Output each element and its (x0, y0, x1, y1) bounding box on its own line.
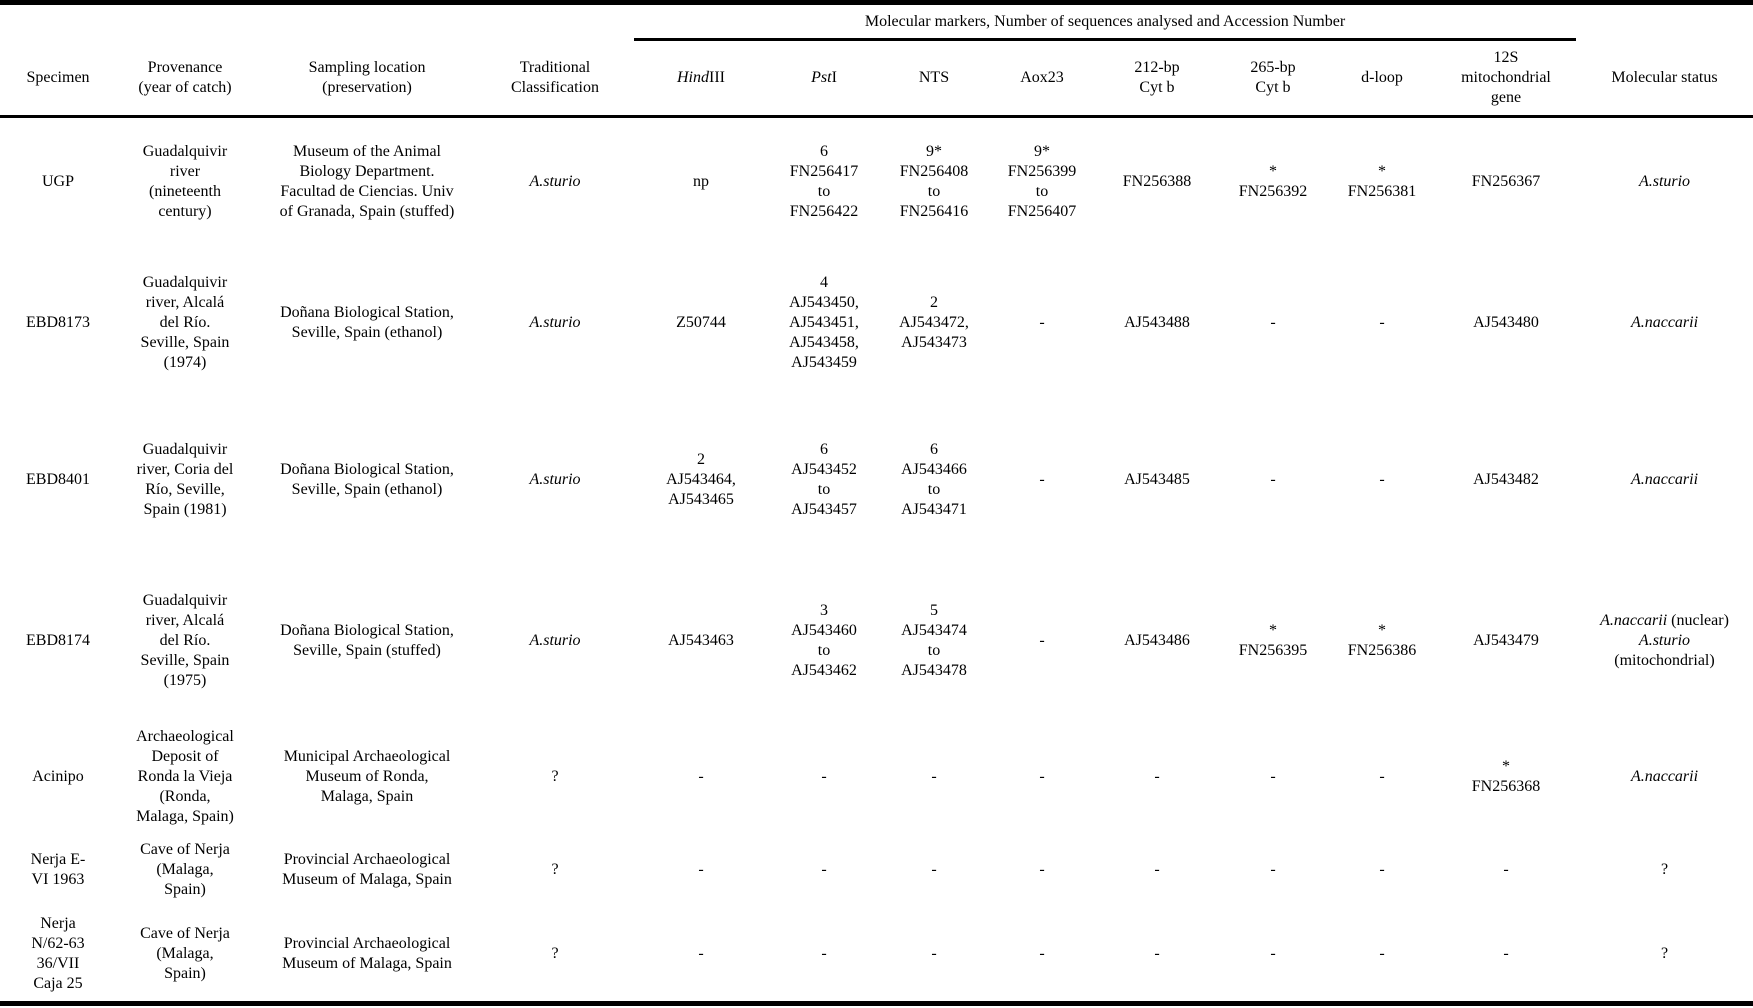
cell-provenance: Guadalquivir river, Alcalá del Río. Seville, Spain (1975) (140, 592, 230, 689)
header-cytb265: 265-bp Cyt b (1250, 58, 1296, 96)
cell-aox23: - (1039, 945, 1045, 962)
cell-psti: 3 AJ543460 to AJ543462 (791, 602, 857, 679)
cell-traditional: ? (551, 768, 559, 785)
cell-status: ? (1660, 945, 1669, 962)
header-dloop: d-loop (1361, 68, 1403, 86)
cell-status: A.naccarii (1630, 471, 1699, 488)
cell-cytb265: - (1270, 945, 1276, 962)
cell-dloop: - (1379, 313, 1385, 331)
cell-s12: AJ543480 (1473, 313, 1539, 331)
cell-nts: - (931, 768, 937, 785)
cell-hindiii: np (693, 172, 709, 190)
cell-cytb212: AJ543486 (1124, 632, 1190, 649)
cell-dloop: - (1379, 861, 1385, 878)
cell-aox23: - (1039, 632, 1045, 649)
cell-cytb265: * FN256392 (1238, 162, 1308, 200)
cell-provenance: Cave of Nerja (Malaga, Spain) (140, 925, 230, 982)
cell-sampling: Doñana Biological Station, Seville, Spain (ethanol) (280, 461, 454, 498)
cell-sampling: Provincial Archaeological Museum of Malaga, Spain (282, 851, 452, 888)
header-psti: PstI (811, 68, 837, 86)
cell-provenance: Cave of Nerja (Malaga, Spain) (140, 841, 230, 898)
cell-aox23: - (1039, 768, 1045, 785)
cell-status: A.naccarii (1630, 313, 1699, 331)
cell-psti: 6 FN256417 to FN256422 (789, 142, 859, 220)
cell-cytb265: * FN256395 (1238, 622, 1308, 659)
cell-hindiii: - (698, 768, 704, 785)
cell-nts: 6 AJ543466 to AJ543471 (901, 441, 967, 518)
cell-aox23: - (1039, 471, 1045, 488)
header-hindiii: HindIII (677, 68, 725, 86)
cell-cytb265: - (1270, 768, 1276, 785)
cell-dloop: * FN256381 (1347, 162, 1417, 200)
cell-sampling: Doñana Biological Station, Seville, Spain (stuffed) (280, 622, 454, 659)
cell-aox23: 9* FN256399 to FN256407 (1007, 142, 1077, 220)
cell-traditional: A.sturio (529, 313, 581, 331)
cell-dloop: - (1379, 945, 1385, 962)
cell-specimen: Acinipo (32, 768, 84, 785)
cell-traditional: ? (551, 861, 559, 878)
header-aox23: Aox23 (1020, 68, 1064, 86)
cell-provenance: Guadalquivir river (nineteenth century) (142, 142, 228, 220)
cell-cytb212: AJ543485 (1124, 471, 1190, 488)
cell-nts: - (931, 945, 937, 962)
cell-s12: AJ543482 (1473, 471, 1539, 488)
cell-hindiii: Z50744 (676, 313, 726, 331)
cell-specimen: EBD8173 (26, 313, 90, 331)
cell-specimen: EBD8174 (26, 632, 90, 649)
header-s12: 12S mitochondrial gene (1461, 48, 1551, 106)
cell-traditional: A.sturio (529, 471, 581, 488)
cell-s12: * FN256368 (1471, 758, 1541, 795)
cell-provenance: Archaeological Deposit of Ronda la Vieja (Ronda, Malaga, Spain) (136, 728, 234, 825)
cell-cytb212: AJ543488 (1124, 313, 1190, 331)
cell-nts: - (931, 861, 937, 878)
cell-nts: 2 AJ543472, AJ543473 (899, 293, 969, 351)
cell-psti: - (821, 861, 827, 878)
cell-dloop: - (1379, 768, 1385, 785)
cell-cytb212: - (1154, 945, 1160, 962)
table-bottom-rule (0, 1001, 1753, 1006)
cell-traditional: A.sturio (529, 632, 581, 649)
cell-psti: 4 AJ543450, AJ543451, AJ543458, AJ543459 (789, 273, 859, 371)
cell-nts: 5 AJ543474 to AJ543478 (901, 602, 967, 679)
cell-specimen: UGP (41, 172, 74, 190)
cell-status: A.naccarii (nuclear) A.sturio (mitochondrial) (1600, 612, 1729, 669)
cell-hindiii: - (698, 945, 704, 962)
cell-cytb212: FN256388 (1122, 172, 1192, 190)
cell-hindiii: AJ543463 (668, 632, 734, 649)
cell-specimen: Nerja N/62-63 36/VII Caja 25 (31, 915, 85, 992)
cell-s12: - (1503, 861, 1509, 878)
cell-psti: - (821, 945, 827, 962)
cell-status: A.naccarii (1630, 768, 1699, 785)
cell-provenance: Guadalquivir river, Alcalá del Río. Seville, Spain (1974) (140, 273, 230, 371)
cell-specimen: Nerja E- VI 1963 (30, 851, 86, 888)
header-provenance: Provenance (year of catch) (138, 58, 232, 96)
cell-psti: - (821, 768, 827, 785)
cell-sampling: Doñana Biological Station, Seville, Spain (ethanol) (280, 303, 454, 341)
cell-sampling: Municipal Archaeological Museum of Ronda, Malaga, Spain (283, 748, 451, 805)
cell-traditional: ? (551, 945, 559, 962)
cell-cytb212: - (1154, 861, 1160, 878)
cell-hindiii: 2 AJ543464, AJ543465 (666, 451, 736, 508)
molecular-markers-group-title: Molecular markers, Number of sequences analysed and Accession Number (864, 13, 1346, 30)
cell-nts: 9* FN256408 to FN256416 (899, 142, 969, 220)
cell-sampling: Provincial Archaeological Museum of Malaga, Spain (282, 935, 452, 972)
cell-s12: AJ543479 (1473, 632, 1539, 649)
header-traditional: Traditional Classification (511, 58, 599, 96)
cell-cytb265: - (1270, 471, 1276, 488)
header-cytb212: 212-bp Cyt b (1134, 58, 1180, 96)
table-top-rule (0, 0, 1753, 5)
cell-cytb212: - (1154, 768, 1160, 785)
cell-cytb265: - (1270, 861, 1276, 878)
cell-aox23: - (1039, 861, 1045, 878)
cell-sampling: Museum of the Animal Biology Department. Facultad de Ciencias. Univ of Granada, Spain (stuffed) (279, 142, 455, 220)
cell-provenance: Guadalquivir river, Coria del Río, Seville, Spain (1981) (136, 441, 234, 518)
cell-psti: 6 AJ543452 to AJ543457 (791, 441, 857, 518)
header-specimen: Specimen (26, 68, 90, 86)
cell-traditional: A.sturio (529, 172, 581, 190)
cell-status: ? (1660, 861, 1669, 878)
cell-dloop: - (1379, 471, 1385, 488)
cell-status: A.sturio (1638, 172, 1691, 190)
header-status: Molecular status (1611, 68, 1718, 86)
cell-aox23: - (1039, 313, 1045, 331)
cell-dloop: * FN256386 (1347, 622, 1417, 659)
cell-specimen: EBD8401 (26, 471, 90, 488)
cell-cytb265: - (1270, 313, 1276, 331)
header-sampling: Sampling location (preservation) (308, 58, 426, 96)
cell-s12: - (1503, 945, 1509, 962)
header-nts: NTS (918, 68, 950, 86)
cell-hindiii: - (698, 861, 704, 878)
cell-s12: FN256367 (1471, 172, 1541, 190)
